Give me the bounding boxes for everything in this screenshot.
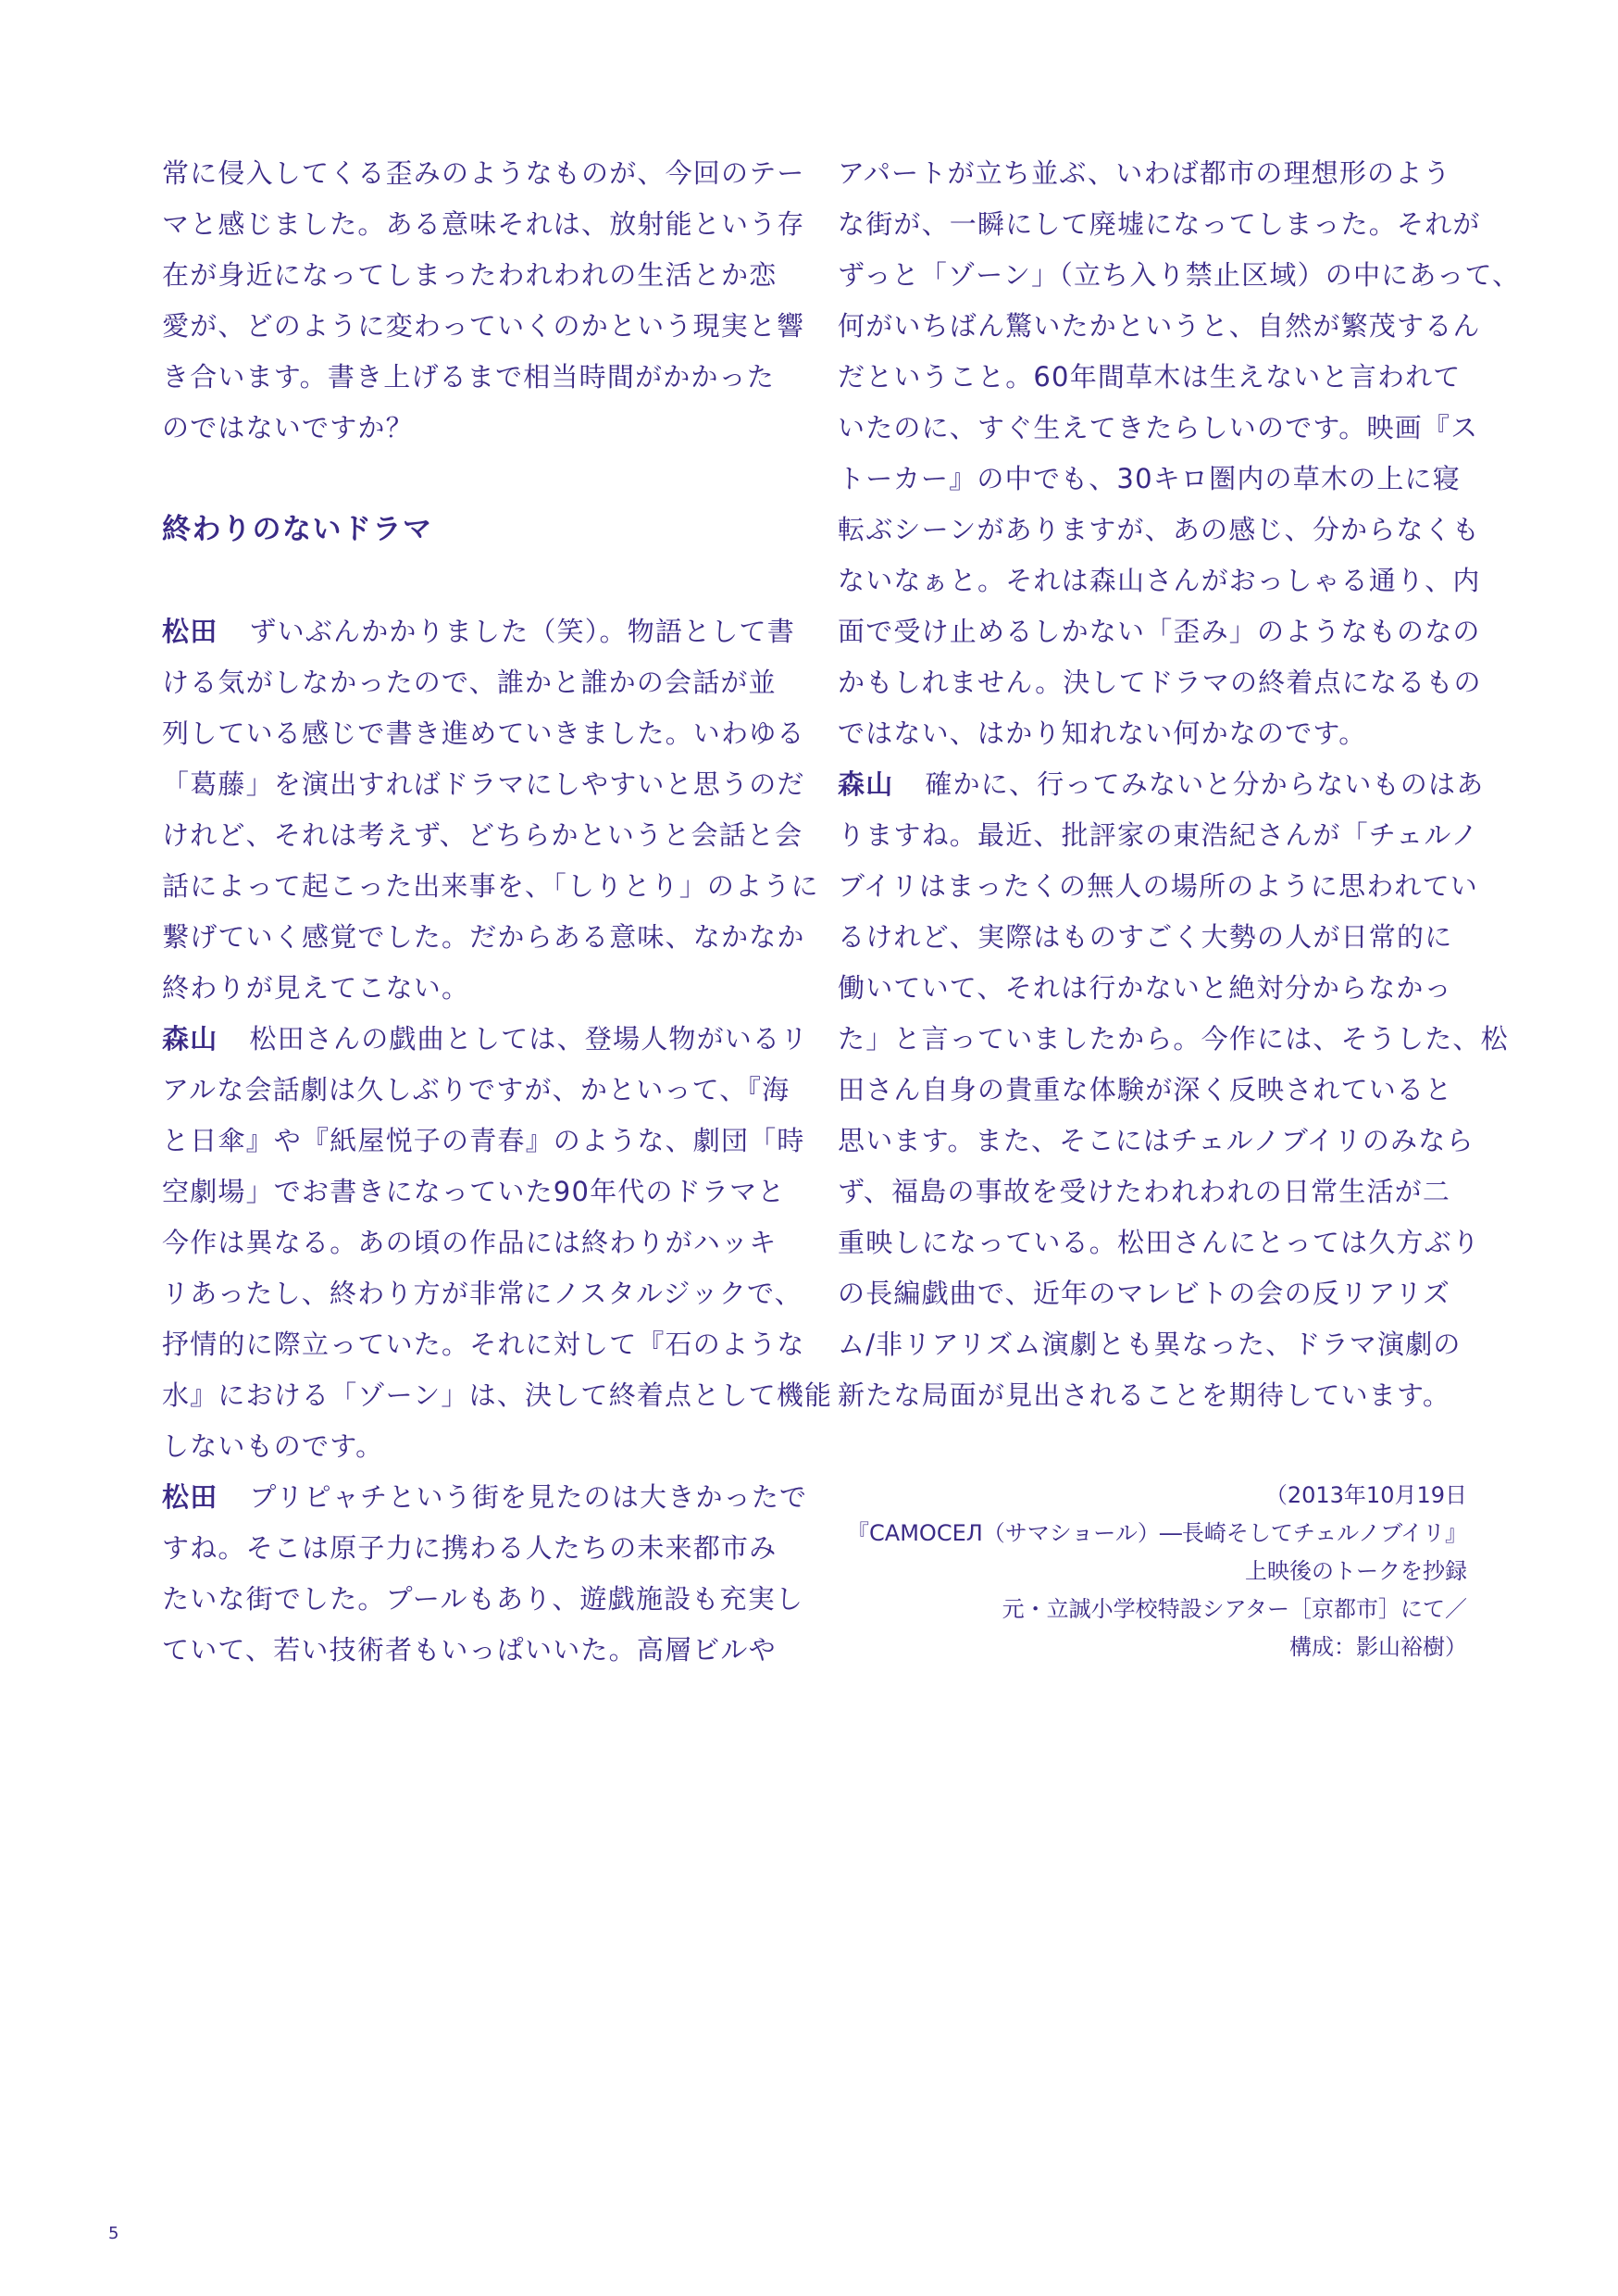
body-line: 重映しになっている。松田さんにとっては久方ぶり [838, 1227, 1481, 1258]
dialogue-text: プリピャチという街を見たのは大きかったで [249, 1481, 808, 1513]
dialogue-text: ずいぶんかかりました（笑）。物語として書 [249, 616, 795, 647]
body-line: るけれど、実際はものすごく大勢の人が日常的に [838, 921, 1453, 953]
speaker-name: 松田 [162, 616, 218, 647]
body-line: のではないですか？ [162, 412, 414, 443]
speaker-name: 森山 [162, 1023, 218, 1054]
body-line: トーカー』の中でも、30キロ圏内の草木の上に寝 [838, 463, 1461, 494]
right-column [838, 148, 1521, 1421]
body-line: しないものです。 [162, 1430, 384, 1462]
dialogue-first-line [162, 1014, 809, 1065]
body-line: すね。そこは原子力に携わる人たちの未来都市み [162, 1532, 778, 1564]
body-line: 常に侵入してくる歪みのようなものが、今回のテー [162, 157, 805, 189]
dialogue-first-line [162, 1472, 808, 1523]
body-line: 転ぶシーンがありますが、あの感じ、分からなくも [838, 514, 1481, 545]
caption-line: （2013年10月19日 [1264, 1482, 1467, 1508]
dialogue-first-line [162, 606, 795, 657]
body-line: な街が、一瞬にして廃墟になってしまった。それが [838, 208, 1481, 240]
caption-line: 上映後のトークを抄録 [1245, 1558, 1467, 1584]
body-line: 空劇場」でお書きになっていた90年代のドラマと [162, 1176, 786, 1207]
caption-line: 元・立誠小学校特設シアター［京都市］にて／ [1002, 1596, 1467, 1622]
dialogue-text: 確かに、行ってみないと分からないものはあ [925, 768, 1485, 800]
body-line: 水』における「ゾーン」は、決して終着点として機能 [162, 1379, 833, 1411]
body-line: ずっと「ゾーン」（立ち入り禁止区域）の中にあって、 [838, 259, 1521, 291]
body-line: だということ。60年間草木は生えないと言われて [838, 361, 1462, 393]
body-line: 新たな局面が見出されることを期待しています。 [838, 1379, 1451, 1411]
dialogue-text: 松田さんの戯曲としては、登場人物がいるリ [249, 1023, 809, 1054]
body-line: と日傘』や『紙屋悦子の青春』のような、劇団「時 [162, 1125, 805, 1156]
speaker-name: 森山 [838, 768, 894, 800]
body-line: 繋げていく感覚でした。だからある意味、なかなか [162, 921, 805, 953]
body-line: たいな街でした。プールもあり、遊戯施設も充実し [162, 1583, 804, 1615]
body-line: 終わりが見えてこない。 [162, 972, 470, 1004]
body-line: ブイリはまったくの無人の場所のように思われてい [838, 870, 1478, 902]
body-line: た」と言っていましたから。今作には、そうした、松 [838, 1023, 1509, 1054]
body-line: 面で受け止めるしかない「歪み」のようなものなの [838, 616, 1481, 647]
speaker-name: 松田 [162, 1481, 218, 1513]
body-line: アルな会話劇は久しぶりですが、かといって、『海 [162, 1074, 790, 1105]
body-line: 話によって起こった出来事を、「しりとり」のように [162, 870, 819, 902]
body-line: かもしれません。決してドラマの終着点になるもの [838, 667, 1482, 698]
source-caption [838, 1477, 1467, 1666]
page-number: 5 [108, 2224, 119, 2243]
body-line: いたのに、すぐ生えてきたらしいのです。映画『ス [838, 412, 1479, 443]
body-line: の長編戯曲で、近年のマレビトの会の反リアリズ [838, 1278, 1451, 1309]
caption-line: 構成：影山裕樹） [1289, 1634, 1467, 1660]
body-line: ではない、はかり知れない何かなのです。 [838, 718, 1367, 749]
body-line: けれど、それは考えず、どちらかというと会話と会 [162, 819, 803, 851]
body-line: アパートが立ち並ぶ、いわば都市の理想形のよう [838, 157, 1451, 189]
body-line: 働いていて、それは行かないと絶対分からなかっ [838, 972, 1452, 1004]
left-column [162, 148, 833, 1676]
body-line: 「葛藤」を演出すればドラマにしやすいと思うのだ [162, 768, 805, 800]
body-line: ける気がしなかったので、誰かと誰かの会話が並 [162, 667, 777, 698]
body-line: ないなぁと。それは森山さんがおっしゃる通り、内 [838, 565, 1481, 596]
body-line: 愛が、どのように変わっていくのかという現実と響 [162, 310, 805, 342]
body-line: 思います。また、そこにはチェルノブイリのみなら [838, 1125, 1475, 1156]
body-line: ム/非リアリズム演劇とも異なった、ドラマ演劇の [838, 1329, 1462, 1360]
body-line: 何がいちばん驚いたかというと、自然が繁茂するん [838, 310, 1481, 342]
body-line: 在が身近になってしまったわれわれの生活とか恋 [162, 259, 778, 291]
dialogue-first-line [838, 759, 1485, 810]
body-line: りますね。最近、批評家の東浩紀さんが「チェルノ [838, 819, 1479, 851]
body-line: 田さん自身の貴重な体験が深く反映されていると [838, 1074, 1453, 1105]
section-heading: 終わりのないドラマ [162, 513, 433, 546]
body-line: き合います。書き上げるまで相当時間がかかった [162, 361, 776, 393]
body-line: ず、福島の事故を受けたわれわれの日常生活が二 [838, 1176, 1451, 1207]
body-line: マと感じました。ある意味それは、放射能という存 [162, 208, 805, 240]
body-line: 列している感じで書き進めていきました。いわゆる [162, 718, 805, 749]
body-line: 抒情的に際立っていた。それに対して『石のような [162, 1329, 805, 1360]
spacer [162, 555, 791, 606]
body-line: ていて、若い技術者もいっぱいいた。高層ビルや [162, 1634, 777, 1666]
body-line: リあったし、終わり方が非常にノスタルジックで、 [162, 1278, 803, 1309]
spacer [162, 454, 791, 505]
body-line: 今作は異なる。あの頃の作品には終わりがハッキ [162, 1227, 778, 1258]
caption-line: 『CAMOCEЛ（サマショール）―長崎そしてチェルノブイリ』 [847, 1520, 1467, 1546]
